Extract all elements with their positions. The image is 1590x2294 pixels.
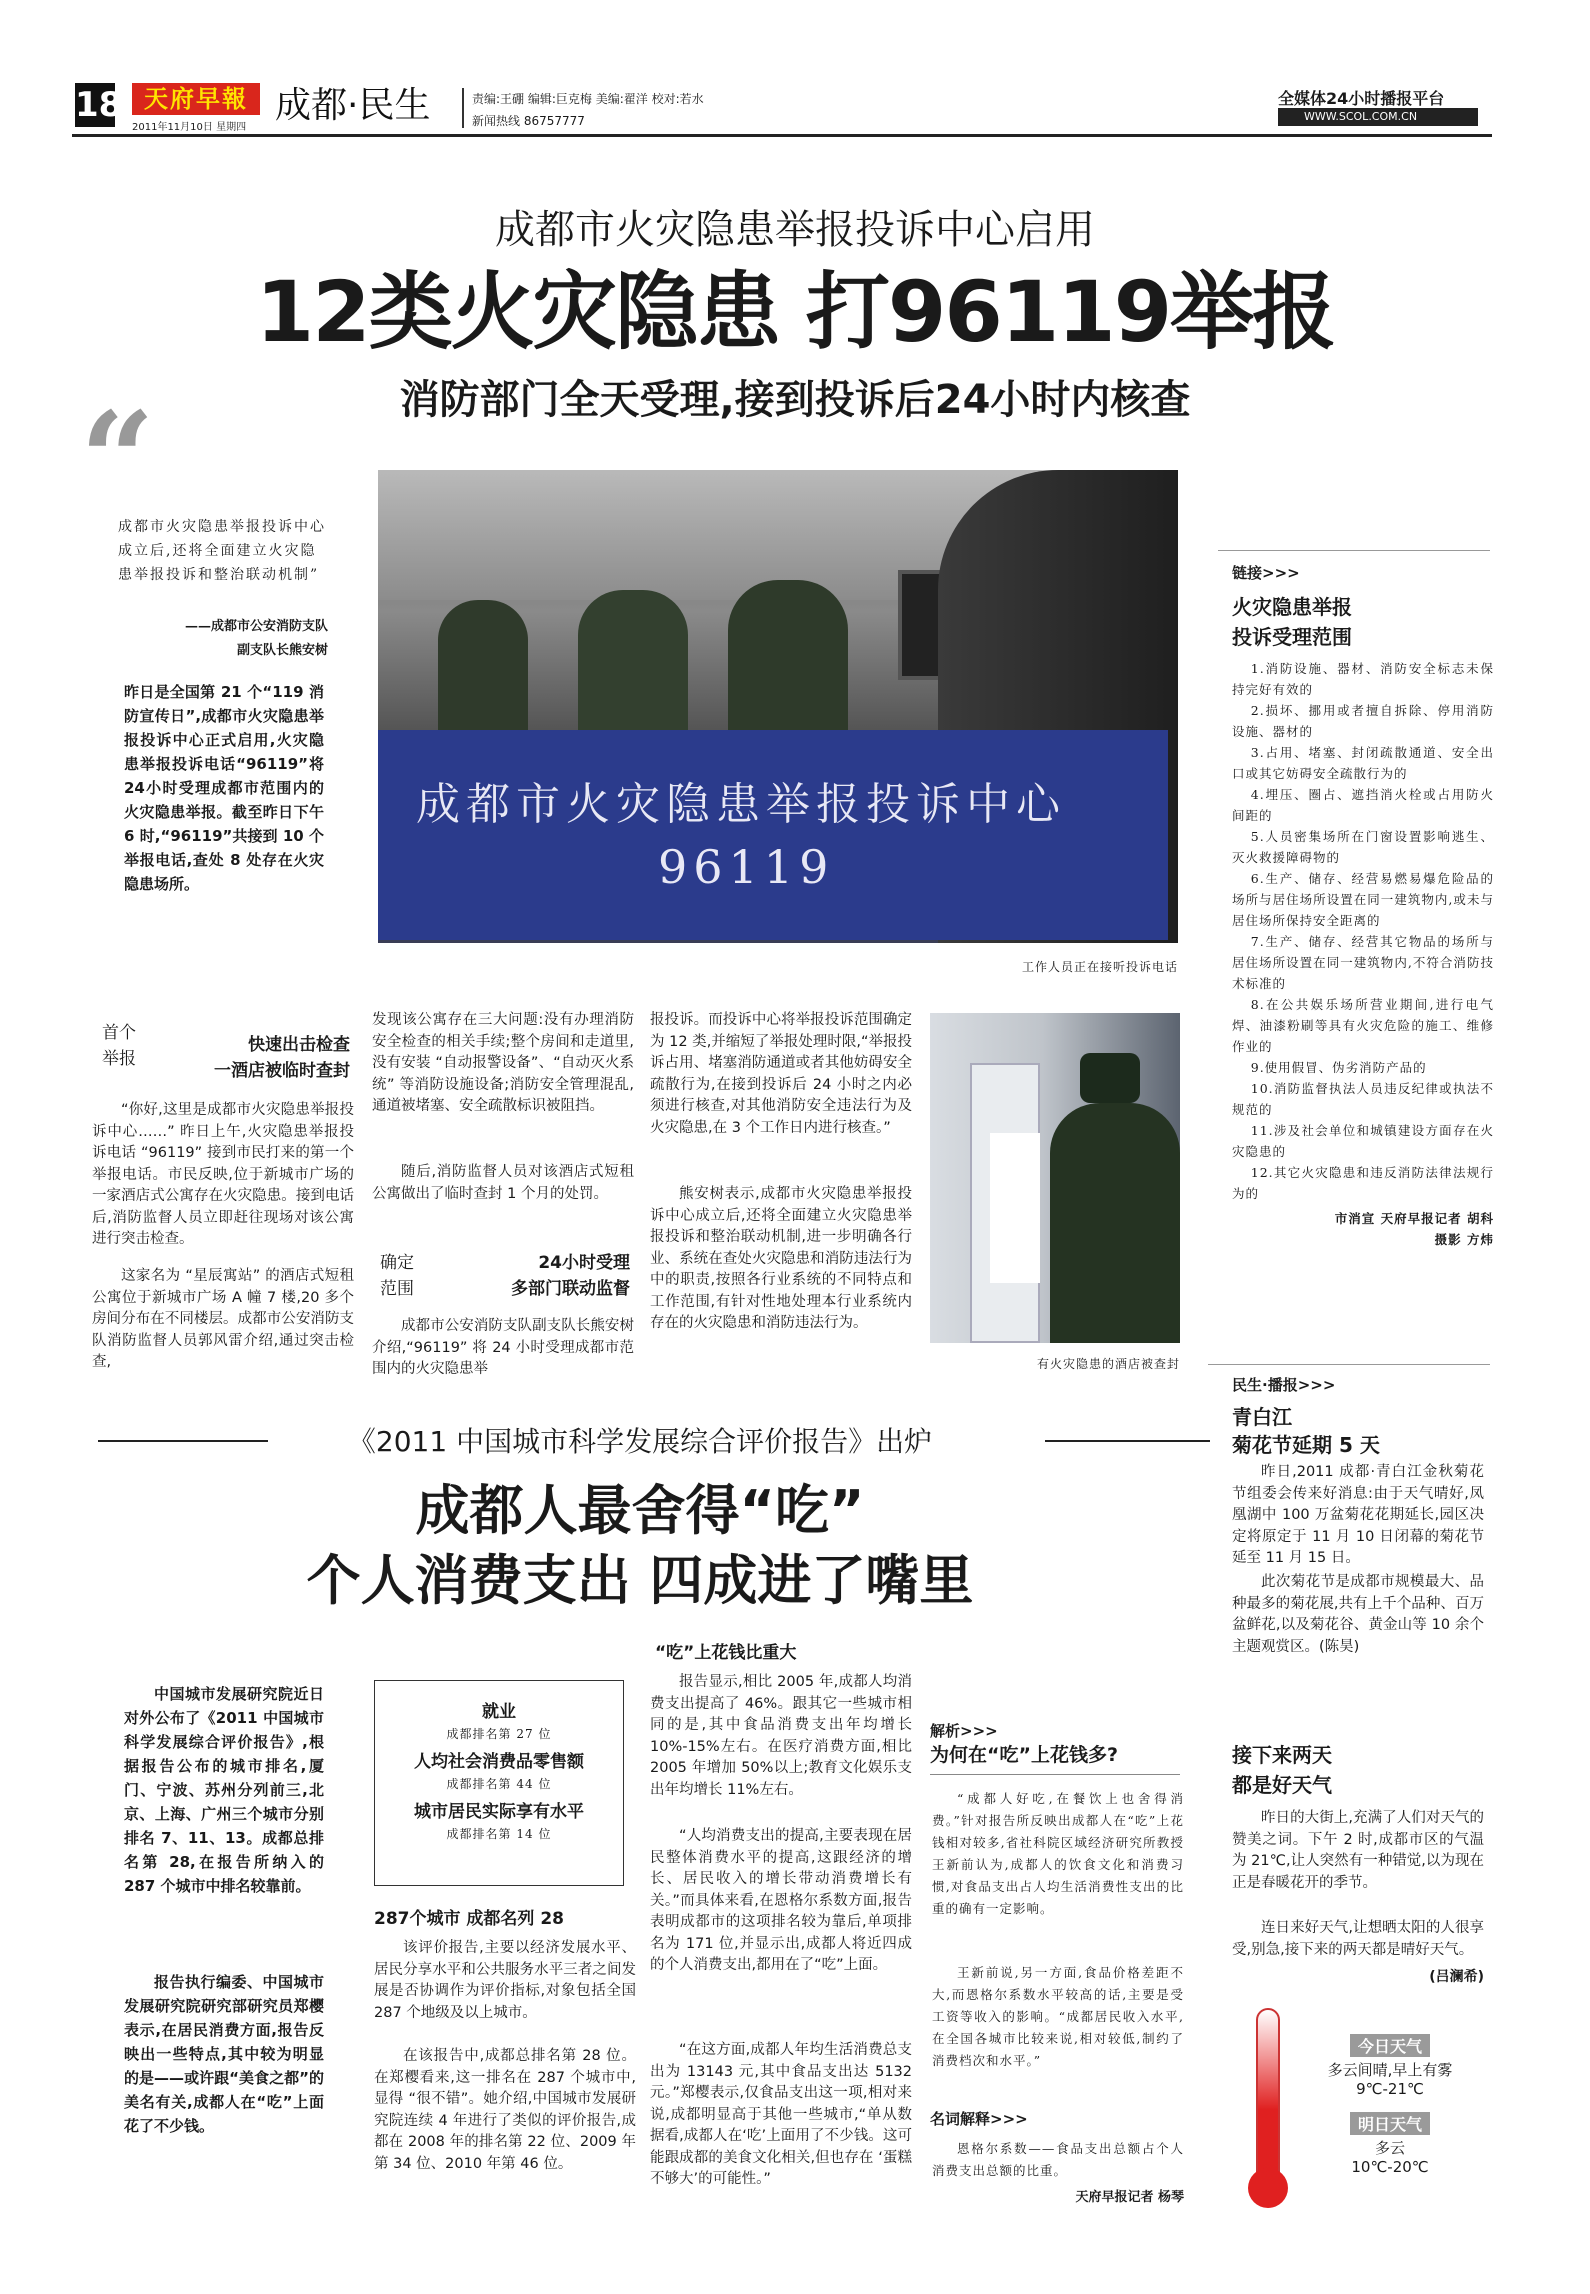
quote-mark: “ bbox=[80, 383, 155, 536]
subhead-287: 287个城市 成都名列 28 bbox=[374, 1909, 564, 1929]
hotline-center-photo bbox=[378, 470, 1178, 943]
scope-item: 10.消防监督执法人员违反纪律或执法不规范的 bbox=[1232, 1081, 1494, 1117]
brief-place: 青白江 bbox=[1232, 1405, 1292, 1429]
brief-label: 民生·播报>>> bbox=[1232, 1376, 1336, 1394]
story2-credit: 天府早报记者 杨琴 bbox=[1075, 2190, 1184, 2205]
story2-col-b2: “人均消费支出的提高,主要表现在居民整体消费水平的提高,这跟经济的增长、居民收入的增长带动消费增长有关。”而具体来看,在恩格尔系数方面,报告表明成都市的这项排名较为靠后,单项排名为 171 位,并显示出,成都人将近四成的个人消费支出,都用在了“吃”上面。 bbox=[650, 1828, 912, 1973]
quote-source: ——成都市公安消防支队 副支队长熊安树 bbox=[184, 619, 328, 658]
brief-title: 菊花节延期 5 天 bbox=[1232, 1433, 1380, 1457]
scope-item: 4.埋压、圈占、遮挡消火栓或占用防火间距的 bbox=[1232, 787, 1494, 823]
col1-p2: 这家名为 “星辰寓站” 的酒店式短租公寓位于新城市广场 A 幢 7 楼,20 多个房间分布在不同楼层。成都市公安消防支队消防监督人员郭风雷介绍,通过突击检查, bbox=[92, 1268, 354, 1370]
hotline: 新闻热线 86757777 bbox=[472, 114, 585, 128]
story2-col-b3: “在这方面,成都人年均生活消费总支出为 13143 元,其中食品支出达 5132 元。”郑樱表示,仅食品支出这一项,相对来说,成都明显高于其他一些城市,“单从数据看,成都人在‘吃’上面用了不少钱。这可能跟成都的美食文化相关,但也存在 ‘蛋糕不够大’的可能性。” bbox=[650, 2042, 912, 2187]
tag-scope: 确定 范围 bbox=[380, 1253, 414, 1299]
subhead-24h: 24小时受理 多部门联动监督 bbox=[511, 1253, 630, 1299]
ranking-value: 成都排名第 44 位 bbox=[446, 1777, 552, 1791]
site-url[interactable]: WWW.SCOL.COM.CN bbox=[1278, 108, 1478, 126]
analysis-label: 解析>>> bbox=[930, 1722, 998, 1740]
weather-p2: 连日来好天气,让想晒太阳的人很享受,别急,接下来的两天都是晴好天气。 bbox=[1232, 1920, 1484, 1958]
photo-banner: 成都市火灾隐患举报投诉中心 96119 bbox=[378, 730, 1168, 940]
story1-subhead: 消防部门全天受理,接到投诉后24小时内核查 bbox=[399, 377, 1191, 423]
scope-item: 2.损坏、挪用或者擅自拆除、停用消防设施、器材的 bbox=[1232, 703, 1494, 739]
subhead-eat: “吃”上花钱比重大 bbox=[655, 1643, 797, 1663]
col2-p1: 发现该公寓存在三大问题:没有办理消防安全检查的相关手续;整个房间和走道里,没有安装 “自动报警设备”、“自动灭火系统” 等消防设施设备;消防安全管理混乱,通道被堵塞、安全疏散标识被阻挡。 bbox=[372, 1012, 634, 1114]
col3-p2: 熊安树表示,成都市火灾隐患举报投诉中心成立后,还将全面建立火灾隐患举报投诉和整治联动机制,进一步明确各行业、系统在查处火灾隐患和消防违法行为中的职责,按照各行业系统的不同特点和工作范围,有针对性地处理本行业系统内存在的火灾隐患和消防违法行为。 bbox=[650, 1186, 912, 1331]
thermometer-icon bbox=[1248, 2008, 1288, 2218]
brief-p2: 此次菊花节是成都市规模最大、品种最多的菊花展,共有上千个品种、百万盆鲜花,以及菊花谷、黄金山等 10 余个主题观赏区。(陈昊) bbox=[1232, 1574, 1484, 1655]
story2-col-a: 该评价报告,主要以经济发展水平、居民分享水平和公共服务水平三者之间发展是否协调作为评价指标,对象包括全国 287 个地级及以上城市。 bbox=[374, 1940, 636, 2021]
scope-item: 5.人员密集场所在门窗设置影响逃生、灭火救援障碍物的 bbox=[1232, 829, 1494, 865]
forecast-tomorrow: 明日天气 多云 10℃-20℃ bbox=[1300, 2112, 1480, 2176]
tag-first-report: 首个 举报 bbox=[102, 1023, 136, 1069]
story2-kicker: 《2011 中国城市科学发展综合评价报告》出炉 bbox=[347, 1425, 933, 1458]
scope-item: 6.生产、储存、经营易燃易爆危险品的场所与居住场所设置在同一建筑物内,或未与居住场所保持安全距离的 bbox=[1232, 871, 1494, 928]
ranking-value: 成都排名第 27 位 bbox=[446, 1727, 552, 1741]
term-label: 名词解释>>> bbox=[930, 2110, 1028, 2128]
analysis-p2: 王新前说,另一方面,食品价格差距不大,而恩格尔系数水平较高的话,主要是受工资等收入的影响。“成都居民收入水平,在全国各城市比较来说,相对较低,制约了消费档次和水平。” bbox=[932, 1965, 1184, 2068]
col3-p1: 报投诉。而投诉中心将举报投诉范围确定为 12 类,并缩短了举报处理时限,“举报投诉占用、堵塞消防通道或者其他妨碍安全疏散行为,在接到投诉后 24 小时之内必须进行核查,对其他消防安全违法行为及火灾隐患,在 3 个工作日内进行核查。” bbox=[650, 1012, 912, 1136]
scope-item: 9.使用假冒、伪劣消防产品的 bbox=[1250, 1060, 1427, 1075]
scope-item: 8.在公共娱乐场所营业期间,进行电气焊、油漆粉刷等具有火灾危险的施工、维修作业的 bbox=[1232, 997, 1494, 1054]
story1-lead: 昨日是全国第 21 个“119 消防宣传日”,成都市火灾隐患举报投诉中心正式启用,火灾隐患举报投诉电话“96119”将 24小时受理成都市范围内的火灾隐患举报。截至昨日下午 6 时,“96119”共接到 10 个举报电话,查处 8 处存在火灾隐患场所。 bbox=[124, 683, 324, 893]
photo-caption: 工作人员正在接听投诉电话 bbox=[1021, 960, 1178, 974]
story1-headline: 12类火灾隐患 打96119举报 bbox=[255, 263, 1335, 361]
story2-lead: 中国城市发展研究院近日对外公布了《2011 中国城市科学发展综合评价报告》,根据报告公布的城市排名,厦门、宁波、苏州分列前三,北京、上海、广州三个城市分别排名 7、11、13。成都总排名第 28,在报告所纳入的 287 个城市中排名较靠前。 bbox=[124, 1685, 324, 1895]
scope-item: 1.消防设施、器材、消防安全标志未保持完好有效的 bbox=[1232, 661, 1494, 697]
scope-item: 11.涉及社会单位和城镇建设方面存在火灾隐患的 bbox=[1232, 1123, 1494, 1159]
story2-lead2: 报告执行编委、中国城市发展研究院研究部研究员郑樱表示,在居民消费方面,报告反映出一些特点,其中较为明显的是——或许跟“美食之都”的美名有关,成都人在“吃”上面花了不少钱。 bbox=[124, 1973, 324, 2135]
scope-item: 7.生产、储存、经营其它物品的场所与居住场所设置在同一建筑物内,不符合消防技术标准的 bbox=[1232, 934, 1494, 991]
pull-quote: 成都市火灾隐患举报投诉中心成立后,还将全面建立火灾隐患举报投诉和整治联动机制” bbox=[118, 519, 326, 583]
story2-headline1: 成都人最舍得“吃” bbox=[415, 1479, 865, 1542]
ranking-title: 人均社会消费品零售额 bbox=[414, 1752, 584, 1772]
editors-line: 责编:王硼 编辑:巨克梅 美编:翟洋 校对:若水 bbox=[472, 92, 704, 106]
ranking-box bbox=[374, 1680, 624, 1886]
story2-headline2: 个人消费支出 四成进了嘴里 bbox=[306, 1549, 974, 1612]
link-title: 火灾隐患举报 投诉受理范围 bbox=[1232, 595, 1352, 649]
issue-date: 2011年11月10日 星期四 bbox=[132, 122, 247, 133]
ranking-value: 成都排名第 14 位 bbox=[446, 1827, 552, 1841]
col1-p1: “你好,这里是成都市火灾隐患举报投诉中心……” 昨日上午,火灾隐患举报投诉电话 “96119” 接到市民打来的第一个举报电话。市民反映,位于新城市广场的一家酒店式公寓存在火灾隐患。接到电话后,消防监督人员立即赶往现场对该公寓进行突击检查。 bbox=[92, 1102, 354, 1247]
subhead-quick-check: 快速出击检查 一酒店被临时查封 bbox=[214, 1035, 350, 1081]
analysis-p1: “成都人好吃,在餐饮上也舍得消费。”针对报告所反映出成都人在“吃”上花钱相对较多,省社科院区域经济研究所教授王新前认为,成都人的饮食文化和消费习惯,对食品支出占人均生活消费性支出的比重的确有一定影响。 bbox=[932, 1791, 1184, 1916]
link-label: 链接>>> bbox=[1232, 564, 1300, 582]
story2-col-a2: 在该报告中,成都总排名第 28 位。在郑樱看来,这一排名在 287 个城市中,显得 “很不错”。她介绍,中国城市发展研究院连续 4 年进行了类似的评价报告,成都在 2008 年的排名第 22 位、2009 年第 34 位、2010 年第 46 位。 bbox=[374, 2048, 636, 2172]
paper-logo: 天府早報 bbox=[132, 83, 260, 115]
term-text: 恩格尔系数——食品支出总额占个人消费支出总额的比重。 bbox=[932, 2141, 1184, 2178]
col2-p3: 成都市公安消防支队副支队长熊安树介绍,“96119” 将 24 小时受理成都市范围内的火灾隐患举 bbox=[372, 1318, 634, 1377]
weather-p1: 昨日的大街上,充满了人们对天气的赞美之词。下午 2 时,成都市区的气温为 21℃,让人突然有一种错觉,以为现在正是春暖花开的季节。 bbox=[1232, 1810, 1484, 1891]
scope-item: 12.其它火灾隐患和违反消防法律法规行为的 bbox=[1232, 1165, 1494, 1201]
photo2-caption: 有火灾隐患的酒店被查封 bbox=[1036, 1357, 1180, 1371]
story2-col-b1: 报告显示,相比 2005 年,成都人均消费支出提高了 46%。跟其它一些城市相同的是,其中食品消费支出年均增长 10%-15%左右。在医疗消费方面,相比 2005 年增加 50%以上;教育文化娱乐支出年均增长 11%左右。 bbox=[650, 1674, 912, 1798]
page-number: 18 bbox=[75, 85, 123, 125]
scope-list: 1.消防设施、器材、消防安全标志未保持完好有效的 2.损坏、挪用或者擅自拆除、停用消防设施、器材的 3.占用、堵塞、封闭疏散通道、安全出口或其它妨碍安全疏散行为的 4.埋压、圈占、遮挡消火栓或占用防火间距的 5.人员密集场所在门窗设置影响逃生、灭火救援障碍物的 6.生产、储存、经营易燃易爆危险品的场所与居住场所设置在同一建筑物内,或未与居住场所保持安全距离的 7.生产、储存、经营其它物品的场所与居住场所设置在同一建筑物内,不符合消防技术标准的 8.在公共娱乐场所营业期间,进行电气焊、油漆粉刷等具有火灾危险的施工、维修作业的 9.使用假冒、伪劣消防产品的 10.消防监督执法人员违反纪律或执法不规范的 11.涉及社会单位和城镇建设方面存在火灾隐患的 12.其它火灾隐患和违反消防法律法规行为的 市消宣 天府早报记者 胡科 摄影 方炜 bbox=[1232, 658, 1494, 1250]
weather-title: 接下来两天 都是好天气 bbox=[1232, 1743, 1332, 1797]
scope-item: 3.占用、堵塞、封闭疏散通道、安全出口或其它妨碍安全疏散行为的 bbox=[1232, 745, 1494, 781]
analysis-title: 为何在“吃”上花钱多? bbox=[930, 1744, 1118, 1766]
story1-kicker: 成都市火灾隐患举报投诉中心启用 bbox=[495, 207, 1095, 253]
ranking-title: 就业 bbox=[482, 1702, 516, 1722]
col2-p2: 随后,消防监督人员对该酒店式短租公寓做出了临时查封 1 个月的处罚。 bbox=[372, 1164, 634, 1202]
weather-credit: (吕澜希) bbox=[1429, 1969, 1484, 1985]
forecast-today: 今日天气 多云间晴,早上有雾 9℃-21℃ bbox=[1300, 2034, 1480, 2098]
platform-slogan: 全媒体24小时播报平台 bbox=[1278, 89, 1445, 108]
sealed-hotel-photo bbox=[930, 1013, 1180, 1343]
brief-p1: 昨日,2011 成都·青白江金秋菊花节组委会传来好消息:由于天气晴好,凤凰湖中 100 万盆菊花花期延长,园区决定将原定于 11 月 10 日闭幕的菊花节延至 11 月 15 日。 bbox=[1232, 1464, 1484, 1566]
section-title: 成都·民生 bbox=[275, 85, 431, 126]
ranking-title: 城市居民实际享有水平 bbox=[414, 1802, 584, 1822]
